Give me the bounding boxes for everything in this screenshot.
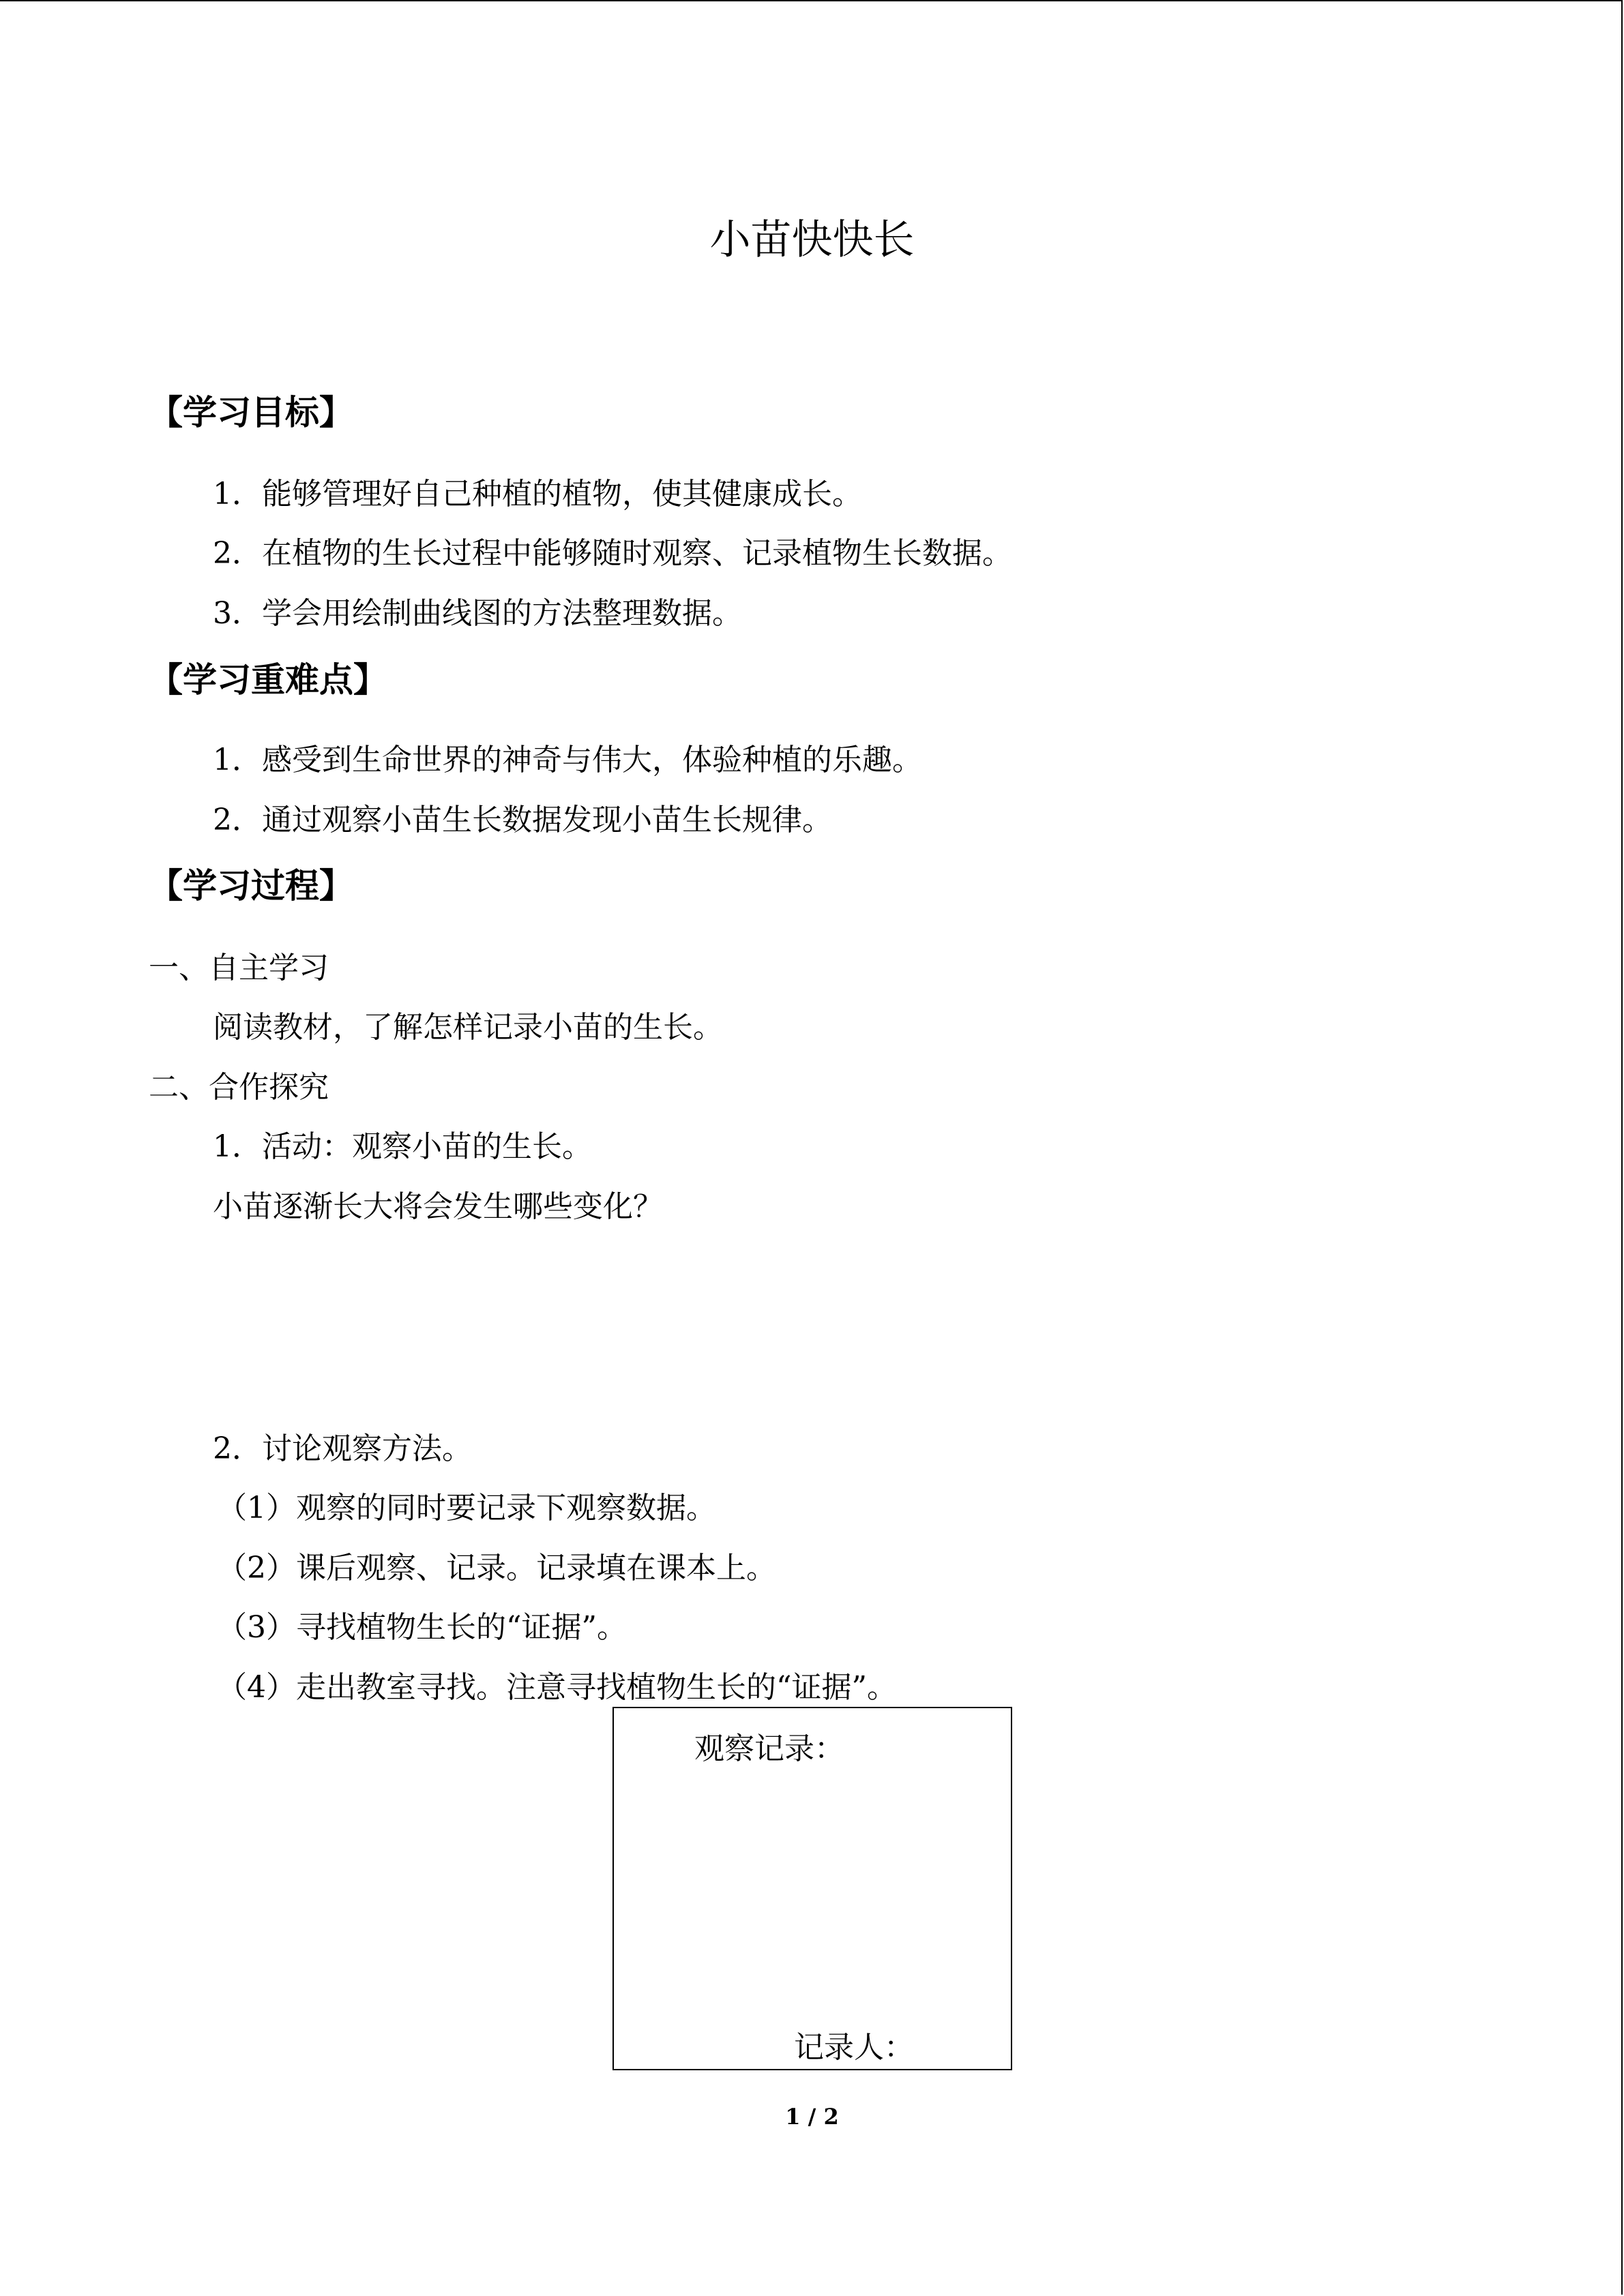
step-2: （2）课后观察、记录。记录填在课本上。 bbox=[217, 1551, 776, 1585]
goals-heading: 【学习目标】 bbox=[149, 393, 353, 432]
step-3: （3）寻找植物生长的“证据”。 bbox=[217, 1610, 627, 1645]
part2-title: 二、合作探究 bbox=[149, 1070, 329, 1105]
goal-item-2: 2．在植物的生长过程中能够随时观察、记录植物生长数据。 bbox=[213, 536, 1012, 571]
part1-text: 阅读教材，了解怎样记录小苗的生长。 bbox=[213, 1010, 723, 1045]
goal-item-1: 1．能够管理好自己种植的植物，使其健康成长。 bbox=[213, 477, 862, 511]
goal-item-3: 3．学会用绘制曲线图的方法整理数据。 bbox=[213, 596, 742, 631]
page-number: 1 / 2 bbox=[785, 2104, 839, 2130]
observation-record-box bbox=[612, 1707, 1012, 2070]
observation-record-label: 观察记录： bbox=[694, 1731, 844, 1766]
part1-title: 一、自主学习 bbox=[149, 951, 329, 985]
key-point-item-1: 1．感受到生命世界的神奇与伟大，体验种植的乐趣。 bbox=[213, 743, 922, 777]
step-1: （1）观察的同时要记录下观察数据。 bbox=[217, 1491, 716, 1525]
question-text: 小苗逐渐长大将会发生哪些变化？ bbox=[213, 1189, 663, 1224]
step-4: （4）走出教室寻找。注意寻找植物生长的“证据”。 bbox=[217, 1670, 897, 1705]
process-heading: 【学习过程】 bbox=[149, 866, 353, 906]
discussion-text: 2．讨论观察方法。 bbox=[213, 1431, 472, 1466]
recorder-label: 记录人： bbox=[794, 2030, 914, 2065]
page-title: 小苗快快长 bbox=[709, 216, 915, 264]
key-points-heading: 【学习重难点】 bbox=[149, 660, 387, 700]
activity-text: 1．活动：观察小苗的生长。 bbox=[213, 1129, 592, 1164]
key-point-item-2: 2．通过观察小苗生长数据发现小苗生长规律。 bbox=[213, 803, 832, 837]
